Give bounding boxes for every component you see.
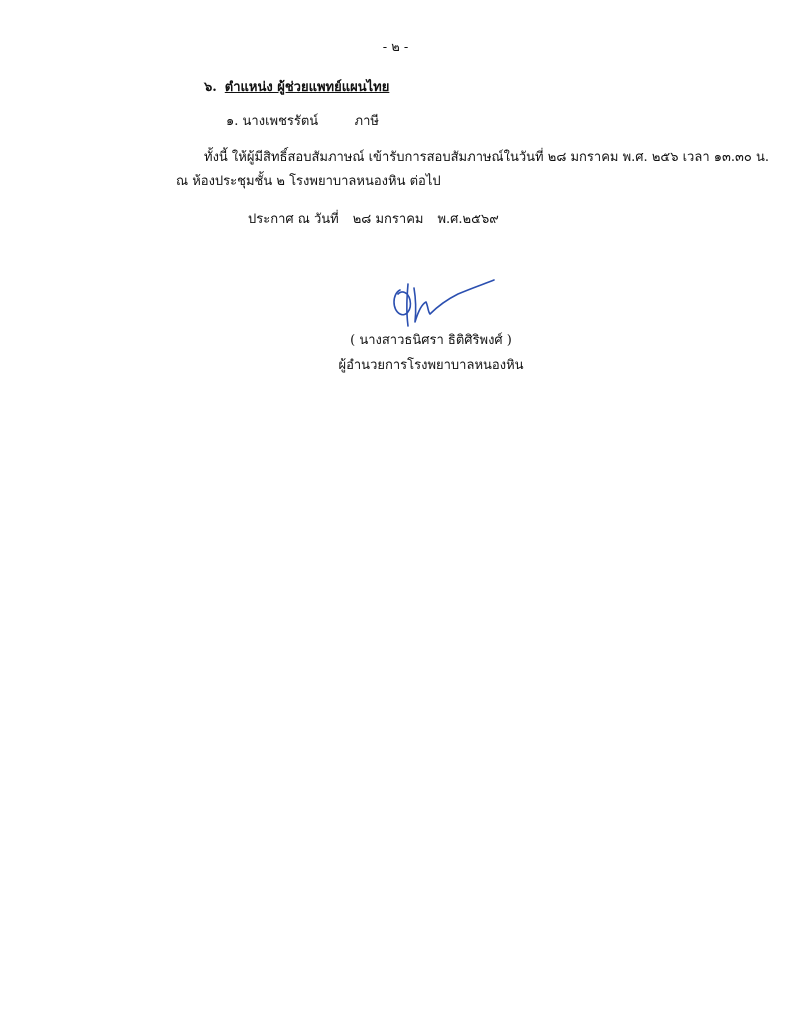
announcement-date: ๒๘ มกราคม [352, 212, 424, 227]
announcement-line [248, 212, 499, 228]
announcement-prefix: ประกาศ ณ วันที่ [248, 212, 339, 227]
page-number: - ๒ - [382, 40, 409, 55]
signer-name: ( นางสาวธนิศรา ธิติศิริพงศ์ ) [350, 333, 512, 348]
section-title: ตำแหน่ง ผู้ช่วยแพทย์แผนไทย [224, 80, 390, 95]
section-heading [204, 80, 389, 96]
candidate-index: ๑. [226, 114, 239, 129]
candidate-surname: ภาษี [354, 114, 379, 129]
candidate-item [226, 114, 379, 130]
signer-position: ผู้อำนวยการโรงพยาบาลหนองหิน [338, 358, 524, 373]
announcement-year: พ.ศ.๒๕๖๙ [437, 212, 499, 227]
paragraph-line-1: ทั้งนี้ ให้ผู้มีสิทธิ์สอบสัมภาษณ์ เข้ารับการสอบสัมภาษณ์ในวันที่ ๒๘ มกราคม พ.ศ. ๒๕๖ เวลา ๑๓.๓๐ น. [204, 150, 769, 165]
candidate-name: นางเพชรรัตน์ [242, 114, 319, 129]
paragraph-line-2: ณ ห้องประชุมชั้น ๒ โรงพยาบาลหนองหิน ต่อไป [176, 174, 441, 189]
section-number: ๖. [204, 80, 217, 95]
signature-image [386, 276, 498, 330]
